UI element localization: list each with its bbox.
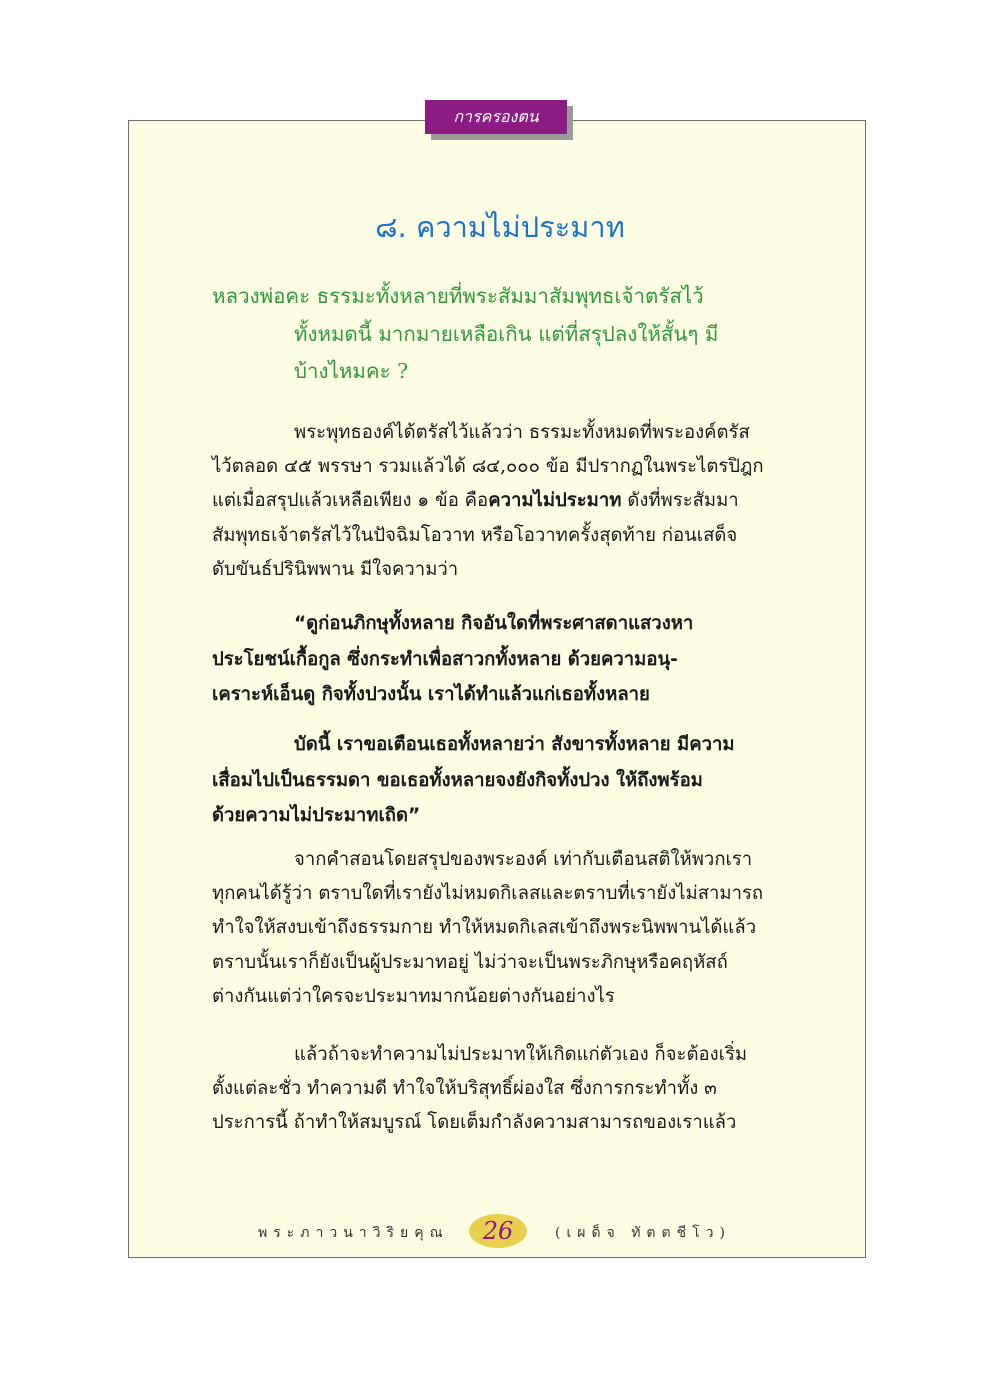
paragraph-line: ทำใจให้สงบเข้าถึงธรรมกาย ทำให้หมดกิเลสเข้าถึงพระนิพพานได้แล้ว bbox=[212, 917, 757, 939]
paragraph-text: ดังที่พระสัมมา bbox=[621, 490, 739, 512]
paragraph-text: แต่เมื่อสรุปแล้วเหลือเพียง ๑ ข้อ คือ bbox=[212, 490, 489, 512]
question-line: หลวงพ่อคะ ธรรมะทั้งหลายที่พระสัมมาสัมพุทธเจ้าตรัสไว้ bbox=[212, 284, 704, 308]
question-block bbox=[212, 278, 792, 391]
paragraph-2 bbox=[212, 843, 792, 1014]
paragraph-line: สัมพุทธเจ้าตรัสไว้ในปัจฉิมโอวาท หรือโอวาทครั้งสุดท้าย ก่อนเสด็จ bbox=[212, 524, 738, 546]
question-line: บ้างไหมคะ ? bbox=[294, 359, 409, 383]
footer-book-title: พระภาวนาวิริยคุณ bbox=[258, 1225, 449, 1241]
paragraph-1 bbox=[212, 416, 792, 587]
section-tab-label: การครองตน bbox=[425, 100, 567, 134]
paragraph-line: ทุกคนได้รู้ว่า ตราบใดที่เรายังไม่หมดกิเลสและตราบที่เรายังไม่สามารถ bbox=[212, 883, 764, 905]
quote-line: เสื่อมไปเป็นธรรมดา ขอเธอทั้งหลายจงยังกิจทั้งปวง ให้ถึงพร้อม bbox=[212, 769, 703, 791]
paragraph-line: ไว้ตลอด ๔๕ พรรษา รวมแล้วได้ ๘๔,๐๐๐ ข้อ มีปรากฏในพระไตรปิฎก bbox=[212, 456, 764, 478]
quote-line: “ดูก่อนภิกษุทั้งหลาย กิจอันใดที่พระศาสดาแสวงหา bbox=[294, 613, 694, 634]
paragraph-line: ตั้งแต่ละชั่ว ทำความดี ทำใจให้บริสุทธิ์ผ่องใส ซึ่งการกระทำทั้ง ๓ bbox=[212, 1078, 717, 1100]
paragraph-line bbox=[212, 484, 792, 518]
quote-line: ด้วยความไม่ประมาทเถิด” bbox=[212, 805, 421, 826]
question-line: ทั้งหมดนี้ มากมายเหลือเกิน แต่ที่สรุปลงให้สั้นๆ มี bbox=[294, 321, 719, 346]
paragraph-line: ประการนี้ ถ้าทำให้สมบูรณ์ โดยเต็มกำลังความสามารถของเราแล้ว bbox=[212, 1112, 737, 1134]
quote-2 bbox=[212, 727, 792, 834]
paragraph-line: พระพุทธองค์ได้ตรัสไว้แล้วว่า ธรรมะทั้งหมดที่พระองค์ตรัส bbox=[294, 422, 750, 443]
paragraph-3 bbox=[212, 1038, 792, 1141]
page-footer bbox=[0, 1212, 1000, 1252]
paragraph-line: จากคำสอนโดยสรุปของพระองค์ เท่ากับเตือนสติให้พวกเรา bbox=[294, 849, 753, 870]
quote-line: ประโยชน์เกื้อกูล ซึ่งกระทำเพื่อสาวกทั้งหลาย ด้วยความอนุ- bbox=[212, 648, 678, 670]
paragraph-line: ดับขันธ์ปรินิพพาน มีใจความว่า bbox=[212, 558, 459, 580]
footer-subtitle: (เผด็จ ทัตตชีโว) bbox=[555, 1225, 731, 1241]
chapter-title: ๘. ความไม่ประมาท bbox=[375, 210, 625, 244]
paragraph-line: ต่างกันแต่ว่าใครจะประมาทมากน้อยต่างกันอย่างไร bbox=[212, 985, 615, 1007]
quote-line: บัดนี้ เราขอเตือนเธอทั้งหลายว่า สังขารทั้งหลาย มีความ bbox=[294, 734, 735, 755]
paragraph-line: ตราบนั้นเราก็ยังเป็นผู้ประมาทอยู่ ไม่ว่าจะเป็นพระภิกษุหรือคฤหัสถ์ bbox=[212, 951, 728, 973]
quote-line: เคราะห์เอ็นดู กิจทั้งปวงนั้น เราได้ทำแล้วแก่เธอทั้งหลาย bbox=[212, 684, 650, 705]
paragraph-line: แล้วถ้าจะทำความไม่ประมาทให้เกิดแก่ตัวเอง ก็จะต้องเริ่ม bbox=[294, 1044, 748, 1065]
emphasis-text: ความไม่ประมาท bbox=[488, 490, 622, 512]
section-tab bbox=[425, 100, 573, 140]
page-number: 26 bbox=[469, 1214, 527, 1248]
quote-1 bbox=[212, 606, 792, 713]
